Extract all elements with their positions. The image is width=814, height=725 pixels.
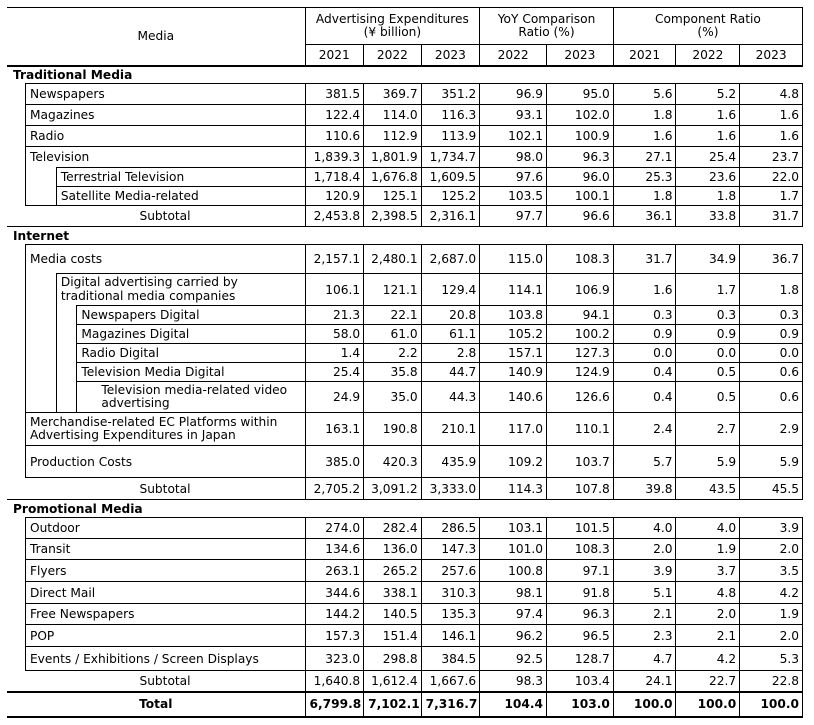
- value-cell: 0.3: [740, 306, 803, 325]
- value-cell: 20.8: [421, 306, 480, 325]
- value-cell: 98.3: [480, 671, 547, 692]
- value-cell: 140.6: [480, 382, 547, 413]
- value-cell: 282.4: [364, 518, 422, 539]
- value-cell: 1,640.8: [305, 671, 364, 692]
- row-label: Events / Exhibitions / Screen Displays: [25, 647, 305, 671]
- value-cell: 36.7: [740, 245, 803, 274]
- table-row: [7, 187, 803, 206]
- row-label: Television Media Digital: [77, 363, 305, 382]
- value-cell: 0.9: [740, 325, 803, 344]
- value-cell: 2,157.1: [305, 245, 364, 274]
- value-cell: 1.8: [740, 274, 803, 306]
- value-cell: 34.9: [676, 245, 740, 274]
- value-cell: 298.8: [364, 647, 422, 671]
- header-advertising-expenditures: [305, 8, 480, 45]
- value-cell: 101.5: [547, 518, 614, 539]
- value-cell: 0.0: [740, 344, 803, 363]
- value-cell: 45.5: [740, 478, 803, 500]
- table-row: [7, 539, 803, 560]
- ad-expenditure-table: [7, 7, 803, 718]
- value-cell: 1.4: [305, 344, 364, 363]
- value-cell: 95.0: [547, 84, 614, 105]
- value-cell: 2,480.1: [364, 245, 422, 274]
- row-label: Flyers: [25, 560, 305, 582]
- value-cell: 103.1: [480, 518, 547, 539]
- value-cell: 96.9: [480, 84, 547, 105]
- value-cell: 2.0: [740, 625, 803, 647]
- header-media: Media: [7, 8, 305, 66]
- header-ratio-unit: (%): [697, 25, 719, 39]
- table-row: [7, 147, 803, 168]
- value-cell: 4.0: [676, 518, 740, 539]
- header-advertising-expenditures-title: Advertising Expenditures: [315, 11, 469, 26]
- value-cell: 98.1: [480, 582, 547, 604]
- value-cell: 128.7: [547, 647, 614, 671]
- table-row: [7, 105, 803, 126]
- row-label: Radio: [25, 126, 305, 147]
- value-cell: 2.7: [676, 413, 740, 446]
- value-cell: 3.9: [613, 560, 676, 582]
- value-cell: 1.6: [740, 126, 803, 147]
- value-cell: 0.3: [613, 306, 676, 325]
- value-cell: 190.8: [364, 413, 422, 446]
- value-cell: 1.6: [613, 274, 676, 306]
- value-cell: 106.9: [547, 274, 614, 306]
- value-cell: 1.6: [613, 126, 676, 147]
- value-cell: 147.3: [421, 539, 480, 560]
- table-row: [7, 84, 803, 105]
- value-cell: 1.8: [613, 105, 676, 126]
- value-cell: 1,612.4: [364, 671, 422, 692]
- value-cell: 93.1: [480, 105, 547, 126]
- header-yoy-unit: Ratio (%): [518, 25, 575, 39]
- header-yoy-comparison: [480, 8, 614, 45]
- value-cell: 25.4: [676, 147, 740, 168]
- value-cell: 4.7: [613, 647, 676, 671]
- value-cell: 151.4: [364, 625, 422, 647]
- year-exp-2021: 2021: [305, 45, 364, 66]
- value-cell: 96.5: [547, 625, 614, 647]
- value-cell: 97.6: [480, 168, 547, 187]
- value-cell: 5.2: [676, 84, 740, 105]
- row-label: Free Newspapers: [25, 604, 305, 625]
- value-cell: 2,398.5: [364, 206, 422, 227]
- value-cell: 115.0: [480, 245, 547, 274]
- value-cell: 1,676.8: [364, 168, 422, 187]
- value-cell: 117.0: [480, 413, 547, 446]
- value-cell: 97.4: [480, 604, 547, 625]
- value-cell: 3,091.2: [364, 478, 422, 500]
- year-ratio-2023: 2023: [740, 45, 803, 66]
- table-row: [7, 647, 803, 671]
- value-cell: 2.0: [740, 539, 803, 560]
- row-label: Transit: [25, 539, 305, 560]
- value-cell: 274.0: [305, 518, 364, 539]
- table-row-total: [7, 692, 803, 717]
- table-row: [7, 582, 803, 604]
- value-cell: 103.8: [480, 306, 547, 325]
- row-label: Radio Digital: [77, 344, 305, 363]
- value-cell: 114.0: [364, 105, 422, 126]
- value-cell: 5.1: [613, 582, 676, 604]
- row-label: Terrestrial Television: [56, 168, 305, 187]
- section-internet: Internet: [7, 227, 803, 245]
- table-row: [7, 168, 803, 187]
- value-cell: 163.1: [305, 413, 364, 446]
- value-cell: 0.9: [613, 325, 676, 344]
- row-label: Digital advertising carried by traditional media companies: [56, 274, 305, 306]
- value-cell: 6,799.8: [305, 692, 364, 717]
- table-row: [7, 625, 803, 647]
- value-cell: 112.9: [364, 126, 422, 147]
- value-cell: 420.3: [364, 446, 422, 478]
- value-cell: 114.1: [480, 274, 547, 306]
- value-cell: 384.5: [421, 647, 480, 671]
- value-cell: 27.1: [613, 147, 676, 168]
- row-label: Outdoor: [25, 518, 305, 539]
- value-cell: 2,316.1: [421, 206, 480, 227]
- section-promotional-media: Promotional Media: [7, 500, 803, 518]
- value-cell: 31.7: [740, 206, 803, 227]
- table-row: [7, 518, 803, 539]
- value-cell: 31.7: [613, 245, 676, 274]
- value-cell: 0.0: [613, 344, 676, 363]
- value-cell: 2.3: [613, 625, 676, 647]
- value-cell: 91.8: [547, 582, 614, 604]
- row-label: Subtotal: [25, 206, 305, 227]
- value-cell: 1.8: [676, 187, 740, 206]
- value-cell: 5.7: [613, 446, 676, 478]
- value-cell: 126.6: [547, 382, 614, 413]
- value-cell: 4.8: [740, 84, 803, 105]
- value-cell: 100.8: [480, 560, 547, 582]
- value-cell: 0.0: [676, 344, 740, 363]
- row-label: Media costs: [25, 245, 305, 274]
- value-cell: 101.0: [480, 539, 547, 560]
- value-cell: 135.3: [421, 604, 480, 625]
- value-cell: 286.5: [421, 518, 480, 539]
- section-traditional-media: Traditional Media: [7, 66, 803, 84]
- value-cell: 103.5: [480, 187, 547, 206]
- header-row-groups: [7, 8, 803, 45]
- year-ratio-2021: 2021: [613, 45, 676, 66]
- value-cell: 110.1: [547, 413, 614, 446]
- value-cell: 2.4: [613, 413, 676, 446]
- row-label: Magazines Digital: [77, 325, 305, 344]
- table-row: [7, 560, 803, 582]
- value-cell: 3.5: [740, 560, 803, 582]
- header-component-ratio: [613, 8, 802, 45]
- value-cell: 5.3: [740, 647, 803, 671]
- value-cell: 106.1: [305, 274, 364, 306]
- section-row-internet: [7, 227, 803, 245]
- row-label: Magazines: [25, 105, 305, 126]
- value-cell: 33.8: [676, 206, 740, 227]
- value-cell: 0.3: [676, 306, 740, 325]
- value-cell: 1.9: [740, 604, 803, 625]
- value-cell: 103.7: [547, 446, 614, 478]
- value-cell: 21.3: [305, 306, 364, 325]
- table-row-subtotal: [7, 206, 803, 227]
- value-cell: 157.3: [305, 625, 364, 647]
- row-label: Satellite Media-related: [56, 187, 305, 206]
- value-cell: 25.3: [613, 168, 676, 187]
- value-cell: 44.3: [421, 382, 480, 413]
- value-cell: 0.9: [676, 325, 740, 344]
- value-cell: 1.7: [676, 274, 740, 306]
- value-cell: 103.0: [547, 692, 614, 717]
- row-label: Subtotal: [25, 478, 305, 500]
- value-cell: 36.1: [613, 206, 676, 227]
- header-advertising-expenditures-unit: (¥ billion): [363, 25, 422, 39]
- value-cell: 44.7: [421, 363, 480, 382]
- value-cell: 97.7: [480, 206, 547, 227]
- value-cell: 43.5: [676, 478, 740, 500]
- value-cell: 96.6: [547, 206, 614, 227]
- table-row-subtotal: [7, 478, 803, 500]
- value-cell: 100.0: [740, 692, 803, 717]
- value-cell: 127.3: [547, 344, 614, 363]
- value-cell: 129.4: [421, 274, 480, 306]
- value-cell: 4.2: [740, 582, 803, 604]
- year-exp-2023: 2023: [421, 45, 480, 66]
- value-cell: 98.0: [480, 147, 547, 168]
- value-cell: 323.0: [305, 647, 364, 671]
- value-cell: 2.8: [421, 344, 480, 363]
- value-cell: 105.2: [480, 325, 547, 344]
- value-cell: 1.6: [676, 105, 740, 126]
- value-cell: 100.1: [547, 187, 614, 206]
- value-cell: 23.6: [676, 168, 740, 187]
- value-cell: 0.4: [613, 382, 676, 413]
- value-cell: 1,667.6: [421, 671, 480, 692]
- value-cell: 435.9: [421, 446, 480, 478]
- value-cell: 104.4: [480, 692, 547, 717]
- table-row: [7, 363, 803, 382]
- value-cell: 103.4: [547, 671, 614, 692]
- header-yoy-title: YoY Comparison: [497, 11, 596, 26]
- value-cell: 96.3: [547, 604, 614, 625]
- value-cell: 2.9: [740, 413, 803, 446]
- value-cell: 22.1: [364, 306, 422, 325]
- table-row: [7, 325, 803, 344]
- year-exp-2022: 2022: [364, 45, 422, 66]
- value-cell: 5.6: [613, 84, 676, 105]
- value-cell: 120.9: [305, 187, 364, 206]
- value-cell: 351.2: [421, 84, 480, 105]
- value-cell: 1,839.3: [305, 147, 364, 168]
- value-cell: 1.8: [613, 187, 676, 206]
- value-cell: 61.1: [421, 325, 480, 344]
- ad-expenditure-table-container: [7, 7, 803, 718]
- value-cell: 0.4: [613, 363, 676, 382]
- value-cell: 344.6: [305, 582, 364, 604]
- value-cell: 125.1: [364, 187, 422, 206]
- value-cell: 134.6: [305, 539, 364, 560]
- value-cell: 96.2: [480, 625, 547, 647]
- value-cell: 157.1: [480, 344, 547, 363]
- value-cell: 1.6: [676, 126, 740, 147]
- value-cell: 25.4: [305, 363, 364, 382]
- value-cell: 0.6: [740, 382, 803, 413]
- value-cell: 4.2: [676, 647, 740, 671]
- value-cell: 35.0: [364, 382, 422, 413]
- value-cell: 140.9: [480, 363, 547, 382]
- value-cell: 3.9: [740, 518, 803, 539]
- value-cell: 338.1: [364, 582, 422, 604]
- value-cell: 0.5: [676, 363, 740, 382]
- value-cell: 94.1: [547, 306, 614, 325]
- value-cell: 109.2: [480, 446, 547, 478]
- value-cell: 7,102.1: [364, 692, 422, 717]
- value-cell: 96.3: [547, 147, 614, 168]
- value-cell: 97.1: [547, 560, 614, 582]
- table-row: [7, 382, 803, 413]
- value-cell: 125.2: [421, 187, 480, 206]
- table-row: [7, 274, 803, 306]
- header-ratio-title: Component Ratio: [654, 11, 761, 26]
- value-cell: 1,718.4: [305, 168, 364, 187]
- value-cell: 102.0: [547, 105, 614, 126]
- table-row: [7, 446, 803, 478]
- value-cell: 263.1: [305, 560, 364, 582]
- value-cell: 2,705.2: [305, 478, 364, 500]
- value-cell: 22.0: [740, 168, 803, 187]
- value-cell: 23.7: [740, 147, 803, 168]
- value-cell: 22.8: [740, 671, 803, 692]
- value-cell: 2.0: [676, 604, 740, 625]
- row-label: Television media-related video advertising: [77, 382, 305, 413]
- value-cell: 1.7: [740, 187, 803, 206]
- value-cell: 210.1: [421, 413, 480, 446]
- value-cell: 110.6: [305, 126, 364, 147]
- row-label: Newspapers: [25, 84, 305, 105]
- value-cell: 3.7: [676, 560, 740, 582]
- value-cell: 385.0: [305, 446, 364, 478]
- value-cell: 96.0: [547, 168, 614, 187]
- value-cell: 1,734.7: [421, 147, 480, 168]
- value-cell: 3,333.0: [421, 478, 480, 500]
- value-cell: 4.8: [676, 582, 740, 604]
- value-cell: 24.9: [305, 382, 364, 413]
- row-label: Merchandise-related EC Platforms within Advertising Expenditures in Japan: [25, 413, 305, 446]
- value-cell: 381.5: [305, 84, 364, 105]
- value-cell: 22.7: [676, 671, 740, 692]
- value-cell: 39.8: [613, 478, 676, 500]
- value-cell: 310.3: [421, 582, 480, 604]
- table-row: [7, 344, 803, 363]
- value-cell: 265.2: [364, 560, 422, 582]
- row-label: Total: [7, 692, 305, 717]
- row-label: Television: [25, 147, 305, 168]
- value-cell: 102.1: [480, 126, 547, 147]
- row-label: POP: [25, 625, 305, 647]
- value-cell: 100.2: [547, 325, 614, 344]
- table-row: [7, 413, 803, 446]
- table-row: [7, 604, 803, 625]
- value-cell: 146.1: [421, 625, 480, 647]
- value-cell: 100.9: [547, 126, 614, 147]
- row-label: Subtotal: [25, 671, 305, 692]
- value-cell: 1,801.9: [364, 147, 422, 168]
- value-cell: 2,453.8: [305, 206, 364, 227]
- value-cell: 113.9: [421, 126, 480, 147]
- value-cell: 58.0: [305, 325, 364, 344]
- value-cell: 2.0: [613, 539, 676, 560]
- value-cell: 1.9: [676, 539, 740, 560]
- table-row-subtotal: [7, 671, 803, 692]
- value-cell: 124.9: [547, 363, 614, 382]
- row-label: Newspapers Digital: [77, 306, 305, 325]
- value-cell: 114.3: [480, 478, 547, 500]
- value-cell: 2.1: [676, 625, 740, 647]
- value-cell: 0.5: [676, 382, 740, 413]
- value-cell: 1.6: [740, 105, 803, 126]
- section-row-traditional: [7, 66, 803, 84]
- value-cell: 108.3: [547, 539, 614, 560]
- value-cell: 35.8: [364, 363, 422, 382]
- value-cell: 121.1: [364, 274, 422, 306]
- value-cell: 2,687.0: [421, 245, 480, 274]
- value-cell: 2.1: [613, 604, 676, 625]
- table-row: [7, 245, 803, 274]
- value-cell: 122.4: [305, 105, 364, 126]
- year-yoy-2022: 2022: [480, 45, 547, 66]
- value-cell: 5.9: [740, 446, 803, 478]
- value-cell: 369.7: [364, 84, 422, 105]
- value-cell: 107.8: [547, 478, 614, 500]
- value-cell: 7,316.7: [421, 692, 480, 717]
- value-cell: 100.0: [676, 692, 740, 717]
- value-cell: 61.0: [364, 325, 422, 344]
- value-cell: 1,609.5: [421, 168, 480, 187]
- value-cell: 116.3: [421, 105, 480, 126]
- value-cell: 92.5: [480, 647, 547, 671]
- value-cell: 5.9: [676, 446, 740, 478]
- value-cell: 100.0: [613, 692, 676, 717]
- value-cell: 4.0: [613, 518, 676, 539]
- value-cell: 24.1: [613, 671, 676, 692]
- value-cell: 108.3: [547, 245, 614, 274]
- value-cell: 2.2: [364, 344, 422, 363]
- table-row: [7, 306, 803, 325]
- row-label: Direct Mail: [25, 582, 305, 604]
- row-label: Production Costs: [25, 446, 305, 478]
- section-row-promotional: [7, 500, 803, 518]
- value-cell: 136.0: [364, 539, 422, 560]
- year-yoy-2023: 2023: [547, 45, 614, 66]
- value-cell: 140.5: [364, 604, 422, 625]
- value-cell: 257.6: [421, 560, 480, 582]
- value-cell: 0.6: [740, 363, 803, 382]
- value-cell: 144.2: [305, 604, 364, 625]
- year-ratio-2022: 2022: [676, 45, 740, 66]
- table-row: [7, 126, 803, 147]
